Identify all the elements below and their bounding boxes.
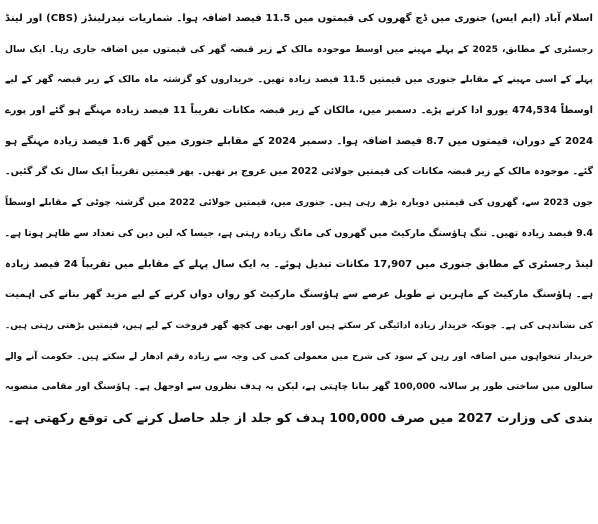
article-line-12: خریدار تنخواہوں میں اضافہ اور رہن کے سود کی شرح میں معمولی کمی کی وجہ سے زیادہ رقم ادھار لے سکتے ہیں۔ حکومت آنے والے — [5, 351, 593, 362]
article-line-2: رجسٹری کے مطابق، 2025 کے پہلے مہینے میں اوسط موجودہ مالک کے زیر قبضہ گھر کی قیمتوں میں اضافہ جاری رہا۔ ایک سال — [5, 43, 593, 55]
news-article — [5, 4, 593, 516]
article-line-13: سالوں میں ساختی طور پر سالانہ 100,000 گھر بنانا چاہتی ہے، لیکن یہ ہدف نظروں سے اوجھل ہے۔ ہاؤسنگ اور مقامی منصوبہ — [5, 381, 593, 393]
article-line-4: اوسطاً 474,534 یورو ادا کرنے پڑے۔ دسمبر میں، مالکان کے زیر قبضہ مکانات تقریباً 11 فیصد زیادہ مہنگے ہو گئے اور پورے — [5, 105, 593, 117]
article-line-3: پہلے کے اسی مہینے کے مقابلے جنوری میں قیمتیں 11.5 فیصد زیادہ تھیں۔ خریداروں کو گزشتہ ماہ مالک کے زیر قبضہ گھر کے لیے — [5, 74, 593, 86]
article-line-5: 2024 کے دوران، قیمتوں میں 8.7 فیصد اضافہ ہوا۔ دسمبر 2024 کے مقابلے جنوری میں گھر 1.6 فیصد زیادہ مہنگے ہو — [5, 135, 593, 147]
article-line-9: لینڈ رجسٹری کے مطابق جنوری میں 17,907 مکانات تبدیل ہوئے۔ یہ ایک سال پہلے کے مقابلے میں تقریباً 24 فیصد زیادہ — [5, 258, 593, 270]
article-line-8: 9.4 فیصد زیادہ تھیں۔ تنگ ہاؤسنگ مارکیٹ میں گھروں کی مانگ زیادہ رہتی ہے، جیسا کہ لین دین کی تعداد سے ظاہر ہوتا ہے۔ — [5, 227, 593, 239]
article-line-14: بندی کی وزارت 2027 میں صرف 100,000 ہدف کو جلد از جلد حاصل کرنے کی توقع رکھتی ہے۔ — [7, 409, 593, 425]
article-line-6: گئے۔ موجودہ مالک کے زیر قبضہ مکانات کی قیمتیں جولائی 2022 میں عروج پر تھیں۔ پھر قیمتیں تقریباً ایک سال تک گر گئیں۔ — [5, 166, 593, 178]
article-line-1: اسلام آباد (ایم ایس) جنوری میں ڈچ گھروں کی قیمتوں میں 11.5 فیصد اضافہ ہوا۔ شماریات نیدرلینڈز (CBS) اور لینڈ — [5, 13, 593, 24]
article-line-11: کی نشاندہی کی ہے۔ چونکہ خریدار زیادہ ادائیگی کر سکتے ہیں اور ابھی بھی کچھ گھر فروخت کے لیے ہیں، قیمتیں بڑھتی رہتی ہیں۔ — [5, 320, 593, 331]
article-line-7: جون 2023 سے، گھروں کی قیمتیں دوبارہ بڑھ رہی ہیں۔ جنوری میں، قیمتیں جولائی 2022 میں گزشتہ چوٹی کے مقابلے اوسطاً — [5, 197, 593, 209]
article-line-10: ہے۔ ہاؤسنگ مارکیٹ کے ماہرین نے طویل عرصے سے ہاؤسنگ مارکیٹ کو رواں دواں کرنے کے لیے مزید گھر بنانے کی اہمیت — [5, 289, 593, 301]
